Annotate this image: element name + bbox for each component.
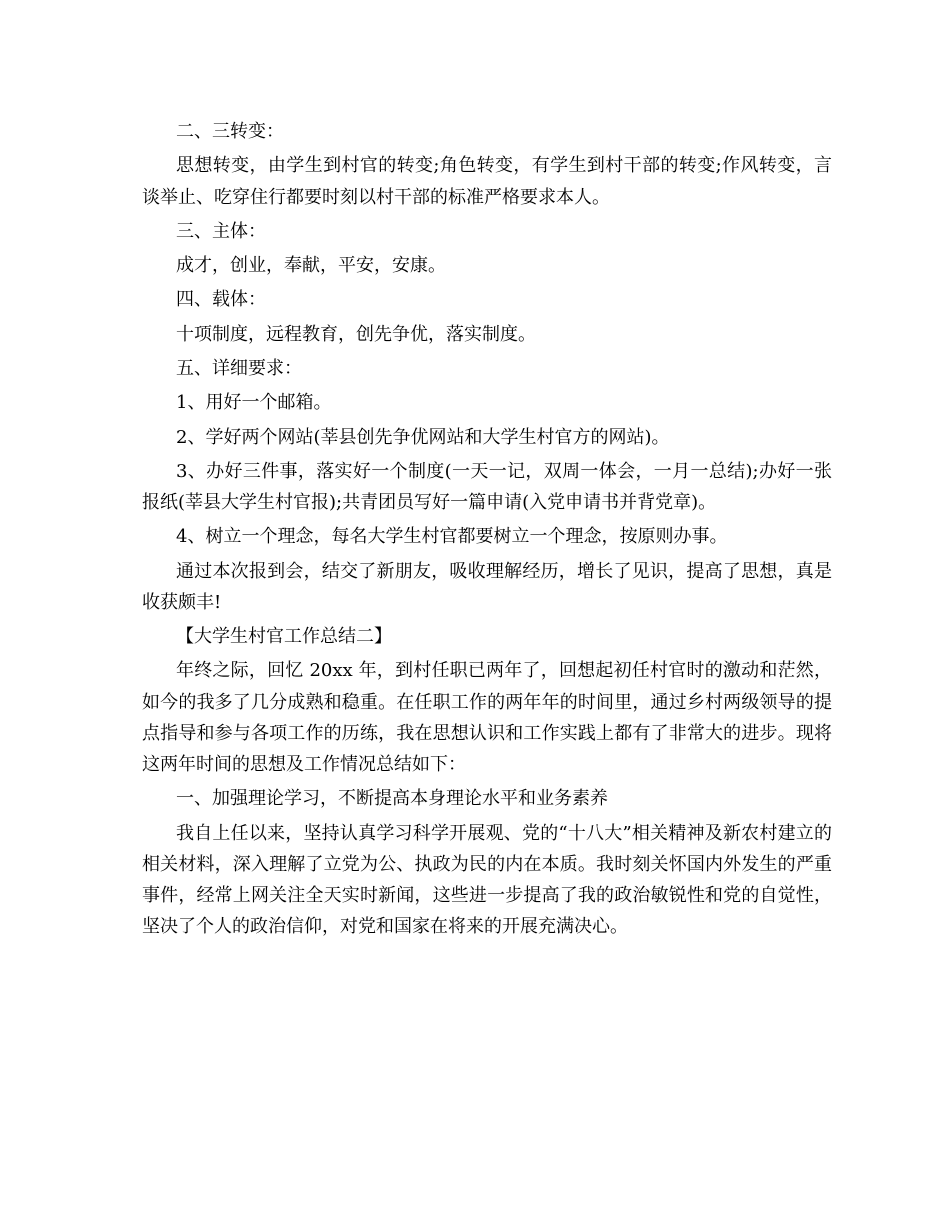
section-heading: 五、详细要求： (176, 357, 302, 379)
paragraph: 年终之际，回忆 20xx 年，到村任职已两年了，回想起初任村官时的激动和茫然，如今的我多了几分成熟和稳重。在任职工作的两年年的时间里，通过乡村两级领导的提点指导和参与各项工作的历练，我在思想认识和工作实践上都有了非常大的进步。现将这两年时间的思想及工作情况总结如下： (142, 660, 832, 776)
section-title: 【大学生村官工作总结二】 (176, 626, 392, 648)
list-item: 3、办好三件事，落实好一个制度(一天一记，双周一体会，一月一总结);办好一张报纸(莘县大学生村官报);共青团员写好一篇申请(入党申请书并背党章)。 (142, 460, 832, 514)
section-heading: 三、主体： (176, 220, 266, 242)
paragraph: 通过本次报到会，结交了新朋友，吸收理解经历，增长了见识，提高了思想，真是收获颇丰! (142, 560, 832, 613)
paragraph: 成才，创业，奉献，平安，安康。 (176, 255, 446, 277)
section-heading: 四、载体： (176, 289, 266, 311)
list-item: 4、树立一个理念，每名大学生村官都要树立一个理念，按原则办事。 (176, 526, 728, 548)
paragraph: 思想转变，由学生到村官的转变;角色转变，有学生到村干部的转变;作风转变，言谈举止、吃穿住行都要时刻以村干部的标准严格要求本人。 (142, 155, 832, 208)
paragraph: 我自上任以来，坚持认真学习科学开展观、党的“十八大”相关精神及新农村建立的相关材料，深入理解了立党为公、执政为民的内在本质。我时刻关怀国内外发生的严重事件，经常上网关注全天实时新闻，这些进一步提高了我的政治敏锐性和党的自觉性，坚决了个人的政治信仰，对党和国家在将来的开展充满决心。 (142, 822, 832, 938)
section-heading: 一、加强理论学习，不断提高本身理论水平和业务素养 (176, 788, 608, 810)
list-item: 1、用好一个邮箱。 (176, 392, 332, 414)
paragraph: 十项制度，远程教育，创先争优，落实制度。 (176, 323, 536, 345)
list-item: 2、学好两个网站(莘县创先争优网站和大学生村官方的网站)。 (176, 426, 670, 448)
section-heading: 二、三转变： (176, 121, 284, 142)
document-body (142, 116, 832, 946)
